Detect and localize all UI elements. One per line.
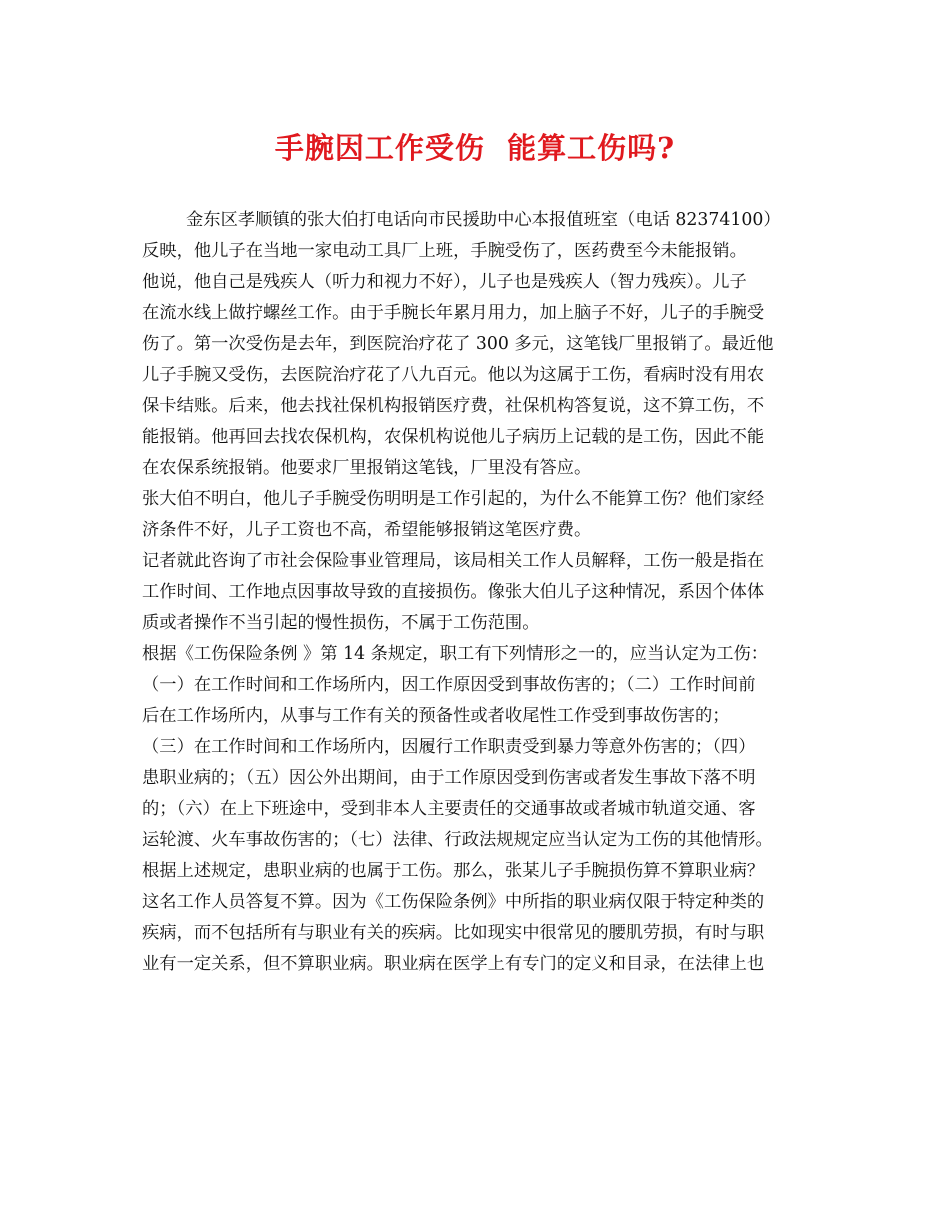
paragraph-line: 质或者操作不当引起的慢性损伤，不属于工伤范围。 [142,613,540,633]
paragraph-line: 根据上述规定，患职业病的也属于工伤。那么，张某儿子手腕损伤算不算职业病？ [142,861,765,881]
paragraph-line: 济条件不好，儿子工资也不高，希望能够报销这笔医疗费。 [142,520,592,540]
paragraph-line: 这名工作人员答复不算。因为《工伤保险条例》中所指的职业病仅限于特定种类的 [142,892,765,912]
paragraph-line: 能报销。他再回去找农保机构，农保机构说他儿子病历上记载的是工伤，因此不能 [142,427,765,447]
paragraph-line: 记者就此咨询了市社会保险事业管理局，该局相关工作人员解释，工伤一般是指在 [142,551,765,571]
paragraph-line: 业有一定关系，但不算职业病。职业病在医学上有专门的定义和目录，在法律上也 [142,954,765,974]
paragraph-line: 他说，他自己是残疾人（听力和视力不好），儿子也是残疾人（智力残疾）。儿子 [142,272,747,292]
paragraph-line: 工作时间、工作地点因事故导致的直接损伤。像张大伯儿子这种情况，系因个体体 [142,582,765,602]
paragraph-line: 根据《工伤保险条例 》第 14 条规定，职工有下列情形之一的，应当认定为工伤： [142,644,769,664]
paragraph-line: 金东区孝顺镇的张大伯打电话向市民援助中心本报值班室（电话 82374100） [186,210,781,230]
paragraph-line: 在流水线上做拧螺丝工作。由于手腕长年累月用力，加上脑子不好，儿子的手腕受 [142,303,765,323]
paragraph-line: 疾病，而不包括所有与职业有关的疾病。比如现实中很常见的腰肌劳损，有时与职 [142,923,765,943]
paragraph-line: （三）在工作时间和工作场所内，因履行工作职责受到暴力等意外伤害的；（四） [142,737,756,757]
paragraph-line: 后在工作场所内，从事与工作有关的预备性或者收尾性工作受到事故伤害的； [142,706,730,726]
paragraph-line: 在农保系统报销。他要求厂里报销这笔钱，厂里没有答应。 [142,458,592,478]
paragraph-line: 儿子手腕又受伤，去医院治疗花了八九百元。他以为这属于工伤，看病时没有用农 [142,365,765,385]
paragraph-line: 患职业病的；（五）因公外出期间，由于工作原因受到伤害或者发生事故下落不明 [142,768,756,788]
paragraph-line: （一）在工作时间和工作场所内，因工作原因受到事故伤害的；（二）工作时间前 [142,675,756,695]
article-body [142,205,832,980]
paragraph-line: 运轮渡、火车事故伤害的；（七）法律、行政法规规定应当认定为工伤的其他情形。 [142,830,773,850]
article-title: 手腕因工作受伤 能算工伤吗? [274,131,676,165]
paragraph-line: 反映，他儿子在当地一家电动工具厂上班，手腕受伤了，医药费至今未能报销。 [142,241,747,261]
paragraph-line: 的；（六）在上下班途中，受到非本人主要责任的交通事故或者城市轨道交通、客 [142,799,756,819]
paragraph-line: 保卡结账。后来，他去找社保机构报销医疗费，社保机构答复说，这不算工伤，不 [142,396,765,416]
paragraph-line: 伤了。第一次受伤是去年，到医院治疗花了 300 多元，这笔钱厂里报销了。最近他 [142,334,774,354]
paragraph-line: 张大伯不明白，他儿子手腕受伤明明是工作引起的，为什么不能算工伤？他们家经 [142,489,765,509]
